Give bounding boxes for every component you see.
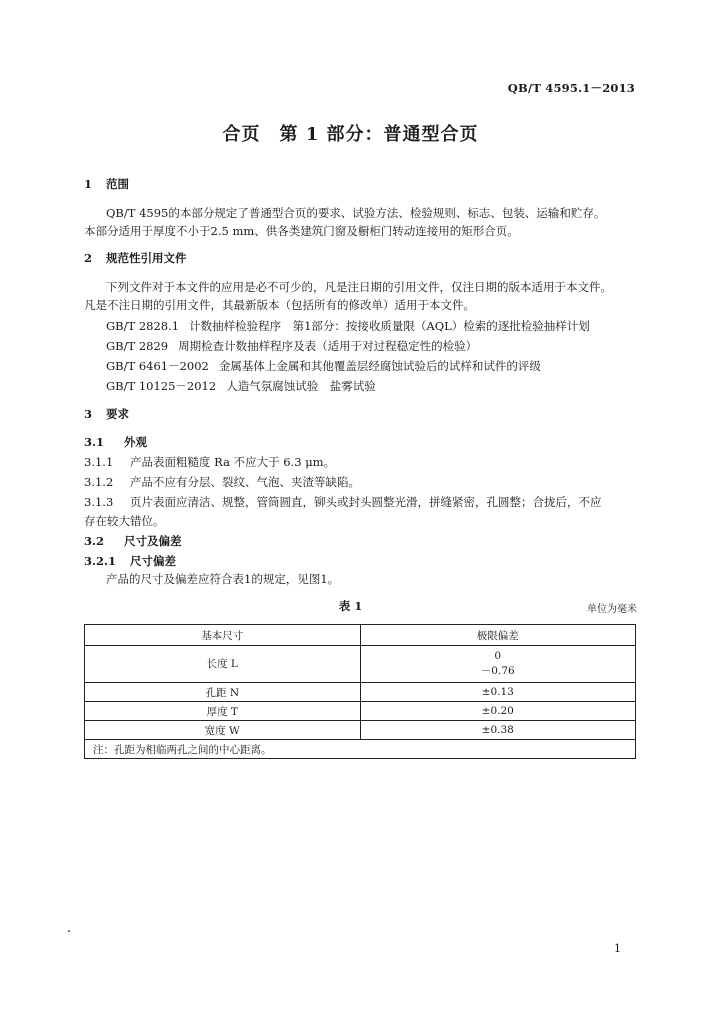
table-cell-name: 宽度 W	[85, 721, 361, 740]
clause-3-2-1-heading	[84, 553, 176, 569]
table-cell-name: 孔距 N	[85, 683, 361, 702]
table-note: 注：孔距为相临两孔之间的中心距离。	[85, 740, 636, 759]
clause-text: 产品表面粗糙度 Ra 不应大于 6.3 μm。	[130, 455, 336, 469]
table-cell-name: 长度 L	[85, 646, 361, 683]
table-header-row	[85, 625, 636, 646]
subsection-3-2-heading	[84, 533, 182, 549]
reference-code: GB/T 2828.1	[106, 319, 180, 333]
table-cell-name: 厚度 T	[85, 702, 361, 721]
table-note-row	[85, 740, 636, 759]
section-2-heading	[84, 250, 187, 266]
table-cell-value: ±0.13	[360, 683, 636, 702]
section-number: 1	[84, 177, 93, 191]
table-unit: 单位为毫米	[587, 604, 637, 615]
reference-item	[106, 318, 590, 334]
standard-code: QB/T 4595.1－2013	[507, 81, 635, 95]
table-caption: 表 1	[338, 599, 363, 613]
upper-deviation: 0	[494, 650, 502, 662]
reference-code: GB/T 6461－2002	[106, 359, 209, 373]
clause-3-1-2	[84, 474, 360, 490]
section-title: 要求	[106, 407, 129, 421]
table-cell-value	[360, 646, 636, 683]
clause-text: 产品不应有分层、裂纹、气泡、夹渣等缺陷。	[130, 475, 360, 489]
section-2-intro-line: 凡是不注日期的引用文件，其最新版本（包括所有的修改单）适用于本文件。	[84, 298, 475, 312]
section-2-intro-line: 下列文件对于本文件的应用是必不可少的，凡是注日期的引用文件，仅注日期的版本适用于本文件。	[106, 280, 612, 294]
subsection-3-1-heading	[84, 434, 147, 450]
table-row	[85, 683, 636, 702]
table-cell-value: ±0.38	[360, 721, 636, 740]
clause-3-1-3	[84, 494, 602, 510]
clause-number: 3.2.1	[84, 554, 117, 568]
table-cell-value: ±0.20	[360, 702, 636, 721]
table-header-cell: 基本尺寸	[85, 625, 361, 646]
reference-item	[106, 358, 541, 374]
clause-text: 页片表面应清洁、规整，管筒圆直，铆头或封头圆整光滑，拼缝紧密，孔圆整；合拢后，不应	[130, 495, 602, 509]
reference-title: 人造气氛腐蚀试验 盐雾试验	[226, 379, 376, 393]
clause-number: 3.1.3	[84, 495, 114, 509]
reference-title: 计数抽样检验程序 第1部分：按接收质量限（AQL）检索的逐批检验抽样计划	[189, 319, 590, 333]
clause-title: 尺寸偏差	[130, 554, 176, 568]
section-1-paragraph-line: 本部分适用于厚度不小于2.5 mm、供各类建筑门窗及橱柜门转动连接用的矩形合页。	[84, 224, 519, 238]
subsection-title: 外观	[124, 435, 147, 449]
section-1-paragraph-line: QB/T 4595的本部分规定了普通型合页的要求、试验方法、检验规则、标志、包装、运输和贮存。	[106, 206, 606, 220]
clause-3-2-1-text: 产品的尺寸及偏差应符合表1的规定，见图1。	[106, 572, 340, 586]
table-row	[85, 646, 636, 683]
page-title: 合页 第 1 部分：普通型合页	[222, 124, 479, 145]
clause-number: 3.1.2	[84, 475, 114, 489]
reference-title: 周期检查计数抽样程序及表（适用于对过程稳定性的检验）	[178, 339, 478, 353]
section-1-heading	[84, 176, 129, 192]
clause-3-1-3-continued: 存在较大错位。	[84, 514, 165, 528]
table-header-cell: 极限偏差	[360, 625, 636, 646]
section-number: 3	[84, 407, 93, 421]
clause-3-1-1	[84, 454, 335, 470]
reference-title: 金属基体上金属和其他覆盖层经腐蚀试验后的试样和试件的评级	[218, 359, 541, 373]
section-3-heading	[84, 406, 129, 422]
subsection-number: 3.1	[84, 435, 105, 449]
section-title: 规范性引用文件	[106, 251, 187, 265]
reference-code: GB/T 2829	[106, 339, 169, 353]
scan-speck	[68, 930, 70, 932]
reference-code: GB/T 10125－2012	[106, 379, 217, 393]
reference-item	[106, 338, 477, 354]
table-row	[85, 702, 636, 721]
tolerance-table	[84, 624, 636, 759]
table-row	[85, 721, 636, 740]
section-title: 范围	[106, 177, 129, 191]
subsection-number: 3.2	[84, 534, 105, 548]
section-number: 2	[84, 251, 93, 265]
clause-number: 3.1.1	[84, 455, 114, 469]
subsection-title: 尺寸及偏差	[124, 534, 182, 548]
page-number: 1	[614, 942, 621, 955]
reference-item	[106, 378, 376, 394]
lower-deviation: －0.76	[480, 665, 515, 677]
